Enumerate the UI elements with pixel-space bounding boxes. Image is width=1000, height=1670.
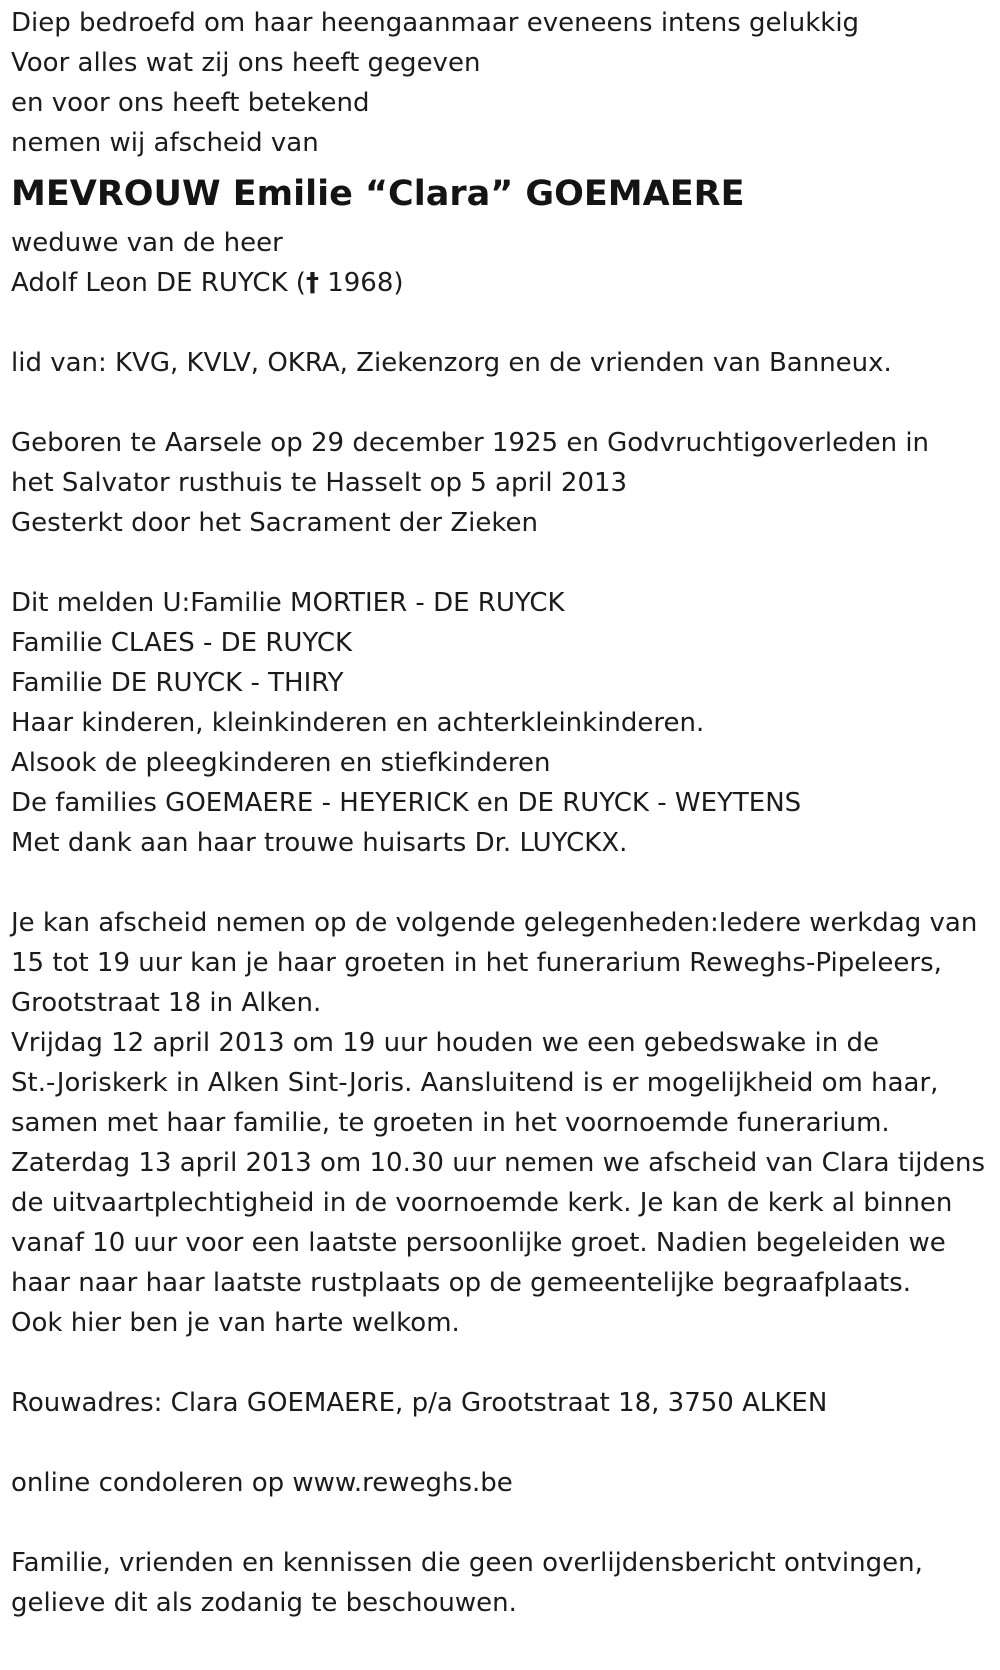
family-line: Haar kinderen, kleinkinderen en achterkleinkinderen. [11,708,705,738]
birth-death-block [11,423,996,543]
family-line: Familie CLAES - DE RUYCK [11,628,353,658]
farewell-line: Vrijdag 12 april 2013 om 19 uur houden we een gebedswake in de [11,1028,879,1058]
farewell-line: Zaterdag 13 april 2013 om 10.30 uur nemen we afscheid van Clara tijdens [11,1148,985,1178]
birth-death-line: Geboren te Aarsele op 29 december 1925 en Godvruchtigoverleden in [11,428,930,458]
farewell-line: Grootstraat 18 in Alken. [11,988,322,1018]
cross-icon: † [305,268,319,298]
online-condolence-text: online condoleren op www.reweghs.be [11,1468,513,1498]
birth-death-line: Gesterkt door het Sacrament der Zieken [11,508,538,538]
farewell-line: vanaf 10 uur voor een laatste persoonlijke groet. Nadien begeleiden we [11,1228,946,1258]
widow-of-text: weduwe van de heer [11,228,283,258]
family-line: De families GOEMAERE - HEYERICK en DE RUYCK - WEYTENS [11,788,802,818]
family-line: Dit melden U:Familie MORTIER - DE RUYCK [11,588,565,618]
intro-line: en voor ons heeft betekend [11,88,370,118]
spouse-block [11,223,996,303]
spacer [11,863,996,903]
deceased-name: MEVROUW Emilie “Clara” GOEMAERE [11,174,745,214]
spacer [11,1423,996,1463]
closing-line: gelieve dit als zodanig te beschouwen. [11,1588,517,1618]
husband-line [11,263,996,303]
closing-line: Familie, vrienden en kennissen die geen overlijdensbericht ontvingen, [11,1548,923,1578]
farewell-block [11,903,996,1343]
husband-death-year: 1968) [318,268,404,298]
spacer [11,543,996,583]
farewell-line: St.-Joriskerk in Alken Sint-Joris. Aansluitend is er mogelijkheid om haar, [11,1068,939,1098]
family-line: Alsook de pleegkinderen en stiefkinderen [11,748,551,778]
spacer [11,303,996,343]
farewell-line: haar naar haar laatste rustplaats op de gemeentelijke begraafplaats. [11,1268,911,1298]
family-line: Met dank aan haar trouwe huisarts Dr. LUYCKX. [11,828,628,858]
farewell-line: 15 tot 19 uur kan je haar groeten in het funerarium Reweghs-Pipeleers, [11,948,942,978]
spacer [11,1503,996,1543]
intro-line: Diep bedroefd om haar heengaanmaar eveneens intens gelukkig [11,8,860,38]
intro-line: nemen wij afscheid van [11,128,319,158]
spacer [11,1343,996,1383]
family-line: Familie DE RUYCK - THIRY [11,668,344,698]
family-block [11,583,996,863]
farewell-line: de uitvaartplechtigheid in de voornoemde kerk. Je kan de kerk al binnen [11,1188,953,1218]
obituary-notice [11,3,996,1623]
farewell-line: Je kan afscheid nemen op de volgende gelegenheden:Iedere werkdag van [11,908,978,938]
husband-name: Adolf Leon DE RUYCK ( [11,268,306,298]
member-of-text: lid van: KVG, KVLV, OKRA, Ziekenzorg en de vrienden van Banneux. [11,348,892,378]
intro-block [11,3,996,163]
mourning-address: Rouwadres: Clara GOEMAERE, p/a Grootstraat 18, 3750 ALKEN [11,1388,828,1418]
farewell-line: samen met haar familie, te groeten in het voornoemde funerarium. [11,1108,890,1138]
farewell-line: Ook hier ben je van harte welkom. [11,1308,460,1338]
spacer [11,383,996,423]
intro-line: Voor alles wat zij ons heeft gegeven [11,48,481,78]
closing-block [11,1543,996,1623]
birth-death-line: het Salvator rusthuis te Hasselt op 5 april 2013 [11,468,628,498]
